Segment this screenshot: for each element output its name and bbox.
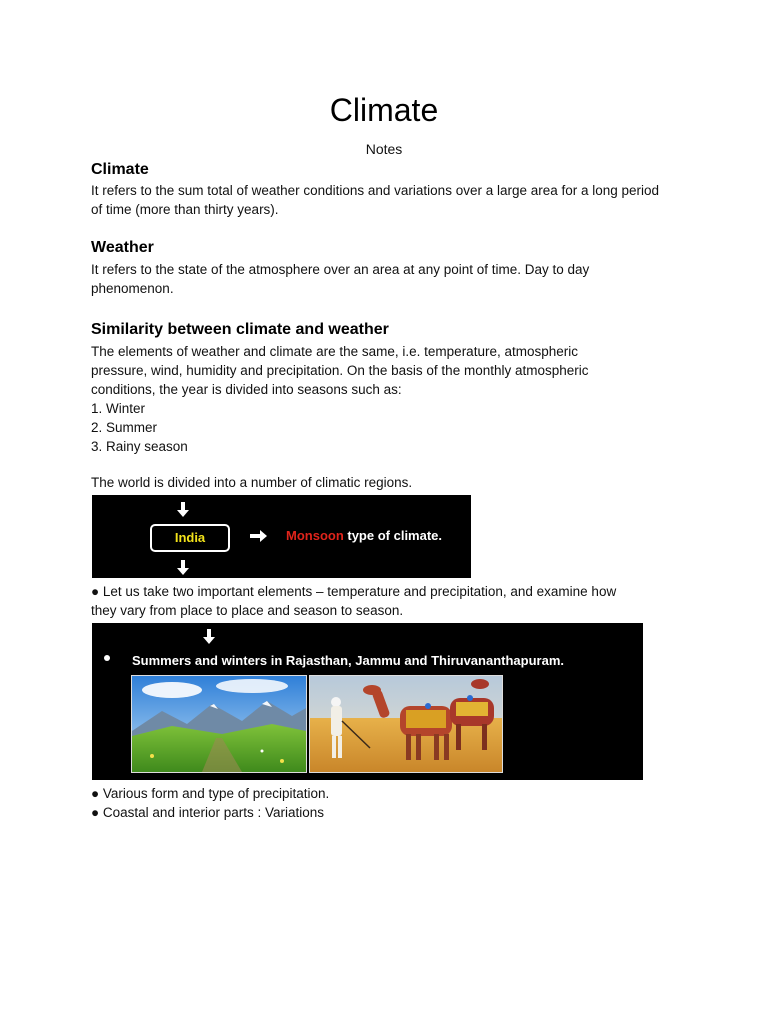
bullet-icon: [104, 655, 110, 661]
regions-intro: The world is divided into a number of climatic regions.: [91, 475, 413, 490]
climate-line-1: It refers to the sum total of weather conditions and variations over a large area for a long period: [91, 183, 660, 198]
arrow-right-icon: [250, 529, 268, 543]
page-title: Climate: [329, 92, 439, 128]
monsoon-caption: [286, 528, 442, 543]
weather-heading: Weather: [91, 239, 154, 256]
elements-paragraph: [91, 582, 616, 620]
elements-line-2: they vary from place to place and season to season.: [91, 603, 404, 618]
elements-line-1: ● Let us take two important elements – temperature and precipitation, and examine how: [91, 584, 617, 599]
kashmir-valley-photo: [131, 675, 307, 773]
seasons-slide: [92, 623, 643, 780]
page-subtitle: Notes: [365, 141, 403, 157]
monsoon-word: Monsoon: [286, 528, 344, 543]
india-label: India: [150, 524, 230, 552]
similarity-line-1: The elements of weather and climate are the same, i.e. temperature, atmospheric: [91, 344, 578, 359]
similarity-paragraph: [91, 342, 589, 456]
arrow-down-icon: [176, 560, 190, 576]
season-item: 2. Summer: [91, 420, 158, 435]
similarity-heading: Similarity between climate and weather: [91, 321, 389, 338]
climate-line-2: of time (more than thirty years).: [91, 202, 279, 217]
weather-line-1: It refers to the state of the atmosphere over an area at any point of time. Day to day: [91, 262, 590, 277]
season-item: 1. Winter: [91, 401, 146, 416]
rajasthan-camel-photo: [309, 675, 503, 773]
bullet-list: [91, 784, 329, 822]
climate-heading: Climate: [91, 161, 149, 178]
weather-definition: [91, 260, 589, 298]
bullet-item: ● Coastal and interior parts : Variations: [91, 805, 325, 820]
similarity-line-3: conditions, the year is divided into seasons such as:: [91, 382, 402, 397]
season-item: 3. Rainy season: [91, 439, 188, 454]
monsoon-rest: type of climate.: [343, 528, 443, 543]
arrow-down-icon: [176, 502, 190, 518]
weather-line-2: phenomenon.: [91, 281, 174, 296]
climate-definition: [91, 181, 659, 219]
india-monsoon-slide: [92, 495, 471, 578]
similarity-line-2: pressure, wind, humidity and precipitation. On the basis of the monthly atmospheric: [91, 363, 589, 378]
arrow-down-icon: [202, 629, 216, 645]
seasons-caption: Summers and winters in Rajasthan, Jammu and Thiruvananthapuram.: [132, 653, 564, 668]
bullet-item: ● Various form and type of precipitation.: [91, 786, 330, 801]
